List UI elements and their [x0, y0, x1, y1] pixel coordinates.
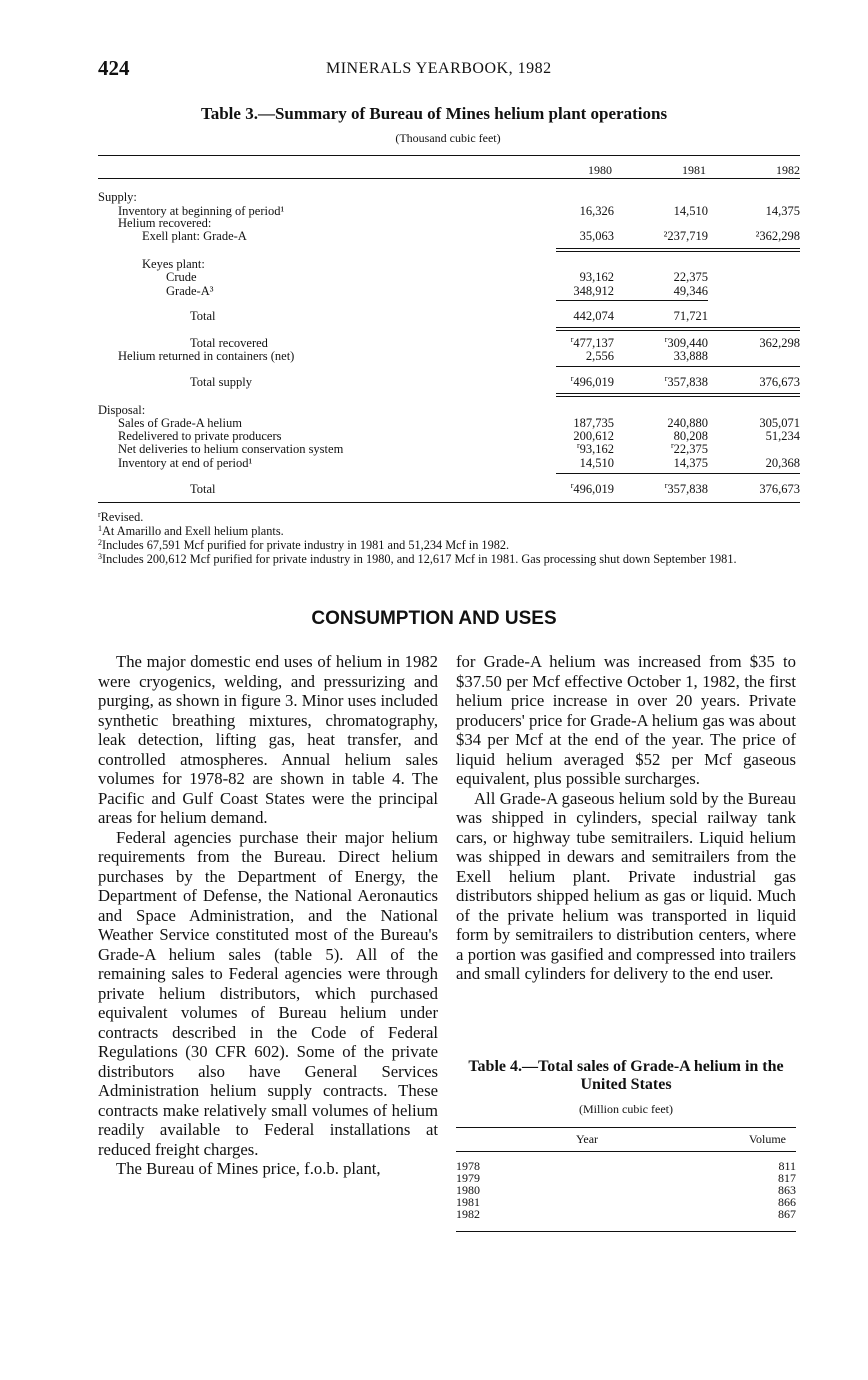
row-label: Crude [166, 270, 197, 284]
page-number: 424 [98, 56, 130, 80]
table-row [98, 190, 800, 204]
cell-1980: 14,510 [579, 456, 614, 470]
row-label: Supply: [98, 190, 137, 204]
row-label: Keyes plant: [142, 257, 205, 271]
paragraph: for Grade-A helium was increased from $35 to $37.50 per Mcf effective October 1, 1982, the first helium price increase in over 20 years. Private producers' price for Grade-A helium gas was about $34 per Mcf at the end of the year. The price of liquid helium averaged $52 per Mcf gaseous equivalent, plus possible surcharges. [456, 652, 796, 788]
row-label: Total [190, 482, 216, 496]
table3-header-rule [98, 178, 800, 179]
footnote-3: $^3$Includes 200,612 Mcf purified for private industry in 1980, and 12,617 Mcf in 1981. Gas processing shut down September 1981. [98, 552, 737, 566]
table-row [456, 1161, 796, 1172]
cell-1981: 22,375 [673, 270, 708, 284]
table-row [98, 257, 800, 271]
table3-title: Table 3.—Summary of Bureau of Mines helium plant operations [200, 104, 668, 123]
row-label: Exell plant: Grade-A [142, 229, 247, 243]
footnote-2: $^2$Includes 67,591 Mcf purified for private industry in 1981 and 51,234 Mcf in 1982. [98, 538, 510, 552]
table4-unit: (Million cubic feet) [579, 1102, 673, 1116]
subtotal-rule [556, 393, 800, 397]
cell-1981: 49,346 [673, 284, 708, 298]
row-label: Sales of Grade-A helium [118, 416, 242, 430]
revised-mark: r [664, 335, 668, 344]
cell-1981: 14,510 [673, 204, 708, 218]
table4-header-rule [456, 1151, 796, 1152]
revised-mark: r [570, 335, 574, 344]
cell-1980: $^r$496,019 [570, 481, 614, 496]
volume-cell: 867 [778, 1207, 796, 1221]
year-cell: 1980 [456, 1183, 480, 1197]
table-row [98, 336, 800, 350]
cell-1982: 362,298 [759, 336, 800, 350]
revised-mark: r [98, 510, 101, 519]
row-label: Total [190, 309, 216, 323]
revised-mark: r [664, 481, 668, 490]
cell-1981: $^r$309,440 [664, 335, 708, 350]
cell-1981: ²237,719 [663, 229, 708, 243]
year-cell: 1979 [456, 1171, 480, 1185]
revised-mark: r [576, 441, 580, 450]
body-column-right [456, 652, 796, 984]
table3-col-1980: 1980 [588, 163, 612, 177]
cell-1982: 376,673 [759, 375, 800, 389]
section-heading: CONSUMPTION AND USES [311, 608, 557, 629]
table-row [98, 429, 800, 443]
revised-mark: r [570, 481, 574, 490]
subtotal-rule [556, 300, 708, 301]
revised-mark: r [664, 374, 668, 383]
table-row [98, 456, 800, 470]
cell-1980: 93,162 [579, 270, 614, 284]
table3-bottom-rule [98, 502, 800, 503]
cell-1982: 51,234 [765, 429, 800, 443]
subtotal-rule [556, 473, 800, 474]
cell-1981: 71,721 [673, 309, 708, 323]
row-label: Total recovered [190, 336, 268, 350]
table-row [98, 229, 800, 243]
table-row [456, 1185, 796, 1196]
cell-1981: 240,880 [667, 416, 708, 430]
volume-cell: 863 [778, 1183, 796, 1197]
table-row [98, 482, 800, 496]
cell-1981: $^r$22,375 [670, 441, 708, 456]
cell-1981: 14,375 [673, 456, 708, 470]
cell-1981: 80,208 [673, 429, 708, 443]
table-row [98, 416, 800, 430]
cell-1982: 376,673 [759, 482, 800, 496]
paragraph: Federal agencies purchase their major helium requirements from the Bureau. Direct helium purchases by the Department of Energy, the Department of Defense, the National Aeronautics and Space Administration, and the National Weather Service constituted most of the Bureau's Grade-A helium sales (table 5). All of the remaining sales to Federal agencies were through private helium distributors, which purchased equivalent volumes of Bureau helium under contracts described in the Code of Federal Regulations (30 CFR 602). Some of the private distributors also have General Services Administration helium supply contracts. These contracts make relatively small volumes of helium readily available to Federal installations at reduced freight charges. [98, 827, 438, 1159]
cell-1980: 16,326 [579, 204, 614, 218]
table3-top-rule [98, 155, 800, 156]
year-cell: 1981 [456, 1195, 480, 1209]
cell-1980: 348,912 [573, 284, 614, 298]
table-row [98, 442, 800, 456]
table-row [98, 309, 800, 323]
revised-mark: r [670, 441, 674, 450]
cell-1981: $^r$357,838 [664, 374, 708, 389]
table4-top-rule [456, 1127, 796, 1128]
table4-bottom-rule [456, 1231, 796, 1232]
cell-1982: 14,375 [765, 204, 800, 218]
table-row [98, 216, 800, 230]
subtotal-rule [556, 327, 800, 331]
paragraph: All Grade-A gaseous helium sold by the Bureau was shipped in cylinders, special railway tank cars, or highway tube semitrailers. Liquid helium was shipped in dewars and semitrailers from the Exell helium plant. Private industrial gas distributors shipped helium as gas or liquid. Much of the private helium was transported in liquid form by semitrailers to distribution centers, where a portion was gasified and compressed into trailers and small cylinders for delivery to the end user. [456, 788, 796, 983]
row-label: Redelivered to private producers [118, 429, 282, 443]
table-row [456, 1173, 796, 1184]
table-row [98, 284, 800, 298]
cell-1982: 305,071 [759, 416, 800, 430]
volume-cell: 817 [778, 1171, 796, 1185]
subtotal-rule [556, 248, 800, 252]
row-label: Helium returned in containers (net) [118, 349, 295, 363]
paragraph: The Bureau of Mines price, f.o.b. plant, [116, 1159, 381, 1178]
row-label: Net deliveries to helium conservation system [118, 442, 344, 456]
subtotal-rule [556, 366, 800, 367]
cell-1980: $^r$477,137 [570, 335, 614, 350]
table3-col-1981: 1981 [682, 163, 706, 177]
running-title: MINERALS YEARBOOK, 1982 [326, 60, 552, 77]
year-cell: 1982 [456, 1207, 480, 1221]
row-label: Inventory at end of period¹ [118, 456, 253, 470]
table3-unit: (Thousand cubic feet) [395, 131, 501, 145]
row-label: Grade-A³ [166, 284, 214, 298]
table-row [98, 403, 800, 417]
volume-cell: 866 [778, 1195, 796, 1209]
table-row [456, 1197, 796, 1208]
table4-col-year: Year [575, 1132, 599, 1146]
table3-col-1982: 1982 [776, 163, 800, 177]
cell-1980: 35,063 [579, 229, 614, 243]
cell-1980: 2,556 [585, 349, 614, 363]
cell-1980: $^r$496,019 [570, 374, 614, 389]
row-label: Inventory at beginning of period¹ [118, 204, 285, 218]
row-label: Total supply [190, 375, 252, 389]
footnote-1: $^1$At Amarillo and Exell helium plants. [98, 524, 284, 538]
table4-col-volume: Volume [748, 1132, 786, 1146]
body-column-left [98, 652, 438, 1179]
table-row [456, 1209, 796, 1220]
cell-1981: 33,888 [673, 349, 708, 363]
cell-1982: 20,368 [765, 456, 800, 470]
row-label: Helium recovered: [118, 216, 212, 230]
table4-title: Table 4.—Total sales of Grade-A helium in the United States [468, 1058, 784, 1093]
revised-mark: r [570, 374, 574, 383]
cell-1980: 187,735 [573, 416, 614, 430]
paragraph: The major domestic end uses of helium in 1982 were cryogenics, welding, and pressurizing and purging, as shown in figure 3. Minor uses included synthetic breathing mixtures, chromatography, leak detection, lifting gas, heat transfer, and controlled atmospheres. Annual helium sales volumes for 1978-82 are shown in table 4. The Pacific and Gulf Coast States were the principal areas for helium demand. [98, 652, 438, 827]
volume-cell: 811 [778, 1159, 796, 1173]
footnote-revised: $^r$Revised. [98, 510, 144, 524]
cell-1980: $^r$93,162 [576, 441, 614, 456]
row-label: Disposal: [98, 403, 146, 417]
table-row [98, 375, 800, 389]
table-row [98, 349, 800, 363]
cell-1981: $^r$357,838 [664, 481, 708, 496]
table-row [98, 270, 800, 284]
year-cell: 1978 [456, 1159, 480, 1173]
cell-1980: 442,074 [573, 309, 614, 323]
cell-1980: 200,612 [573, 429, 614, 443]
cell-1982: ²362,298 [755, 229, 800, 243]
